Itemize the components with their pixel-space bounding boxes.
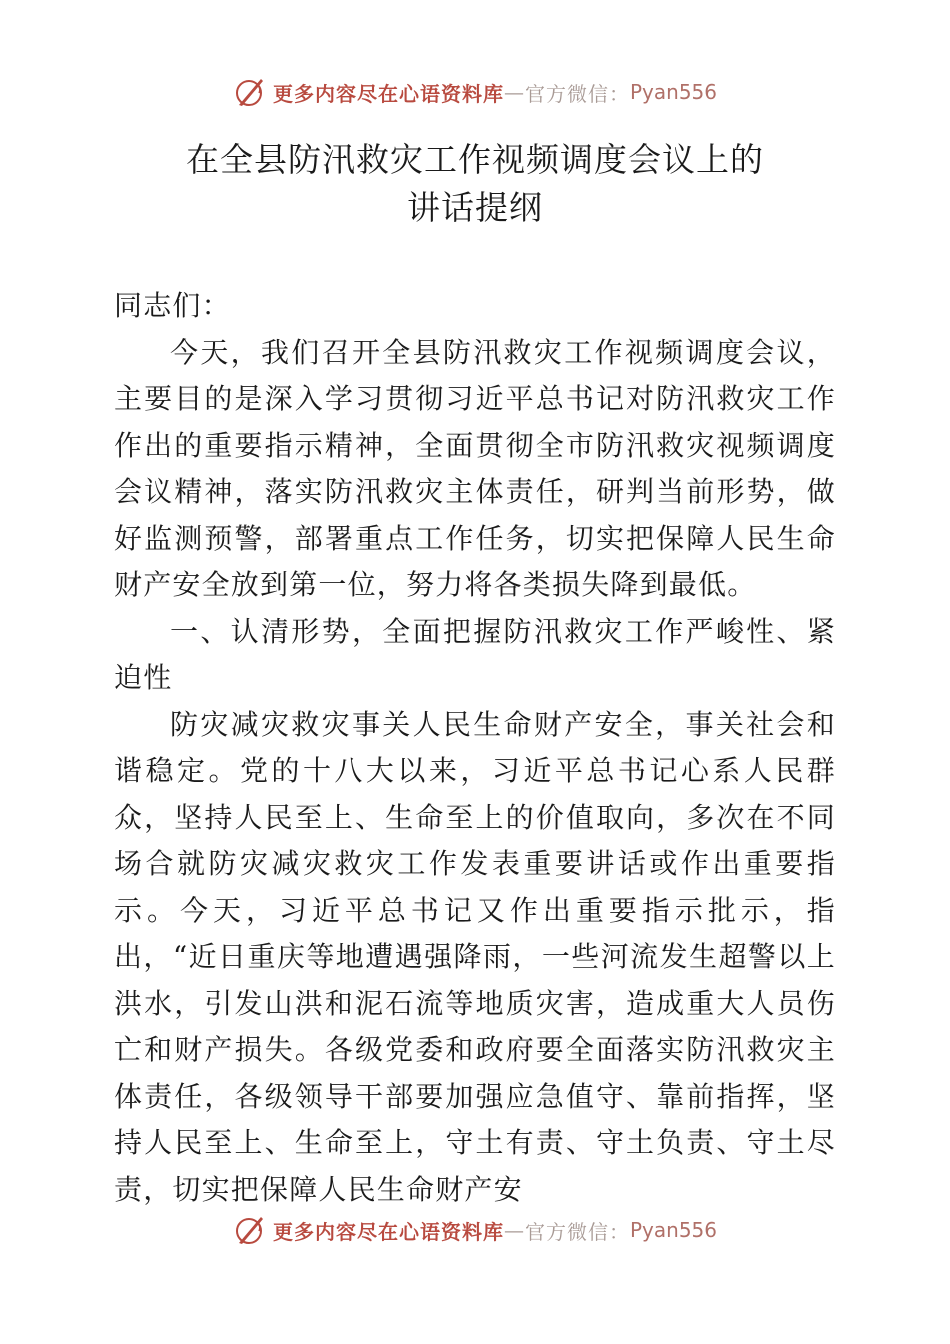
section-heading-1: 一、认清形势，全面把握防汛救灾工作严峻性、紧迫性 <box>114 614 836 694</box>
header-watermark <box>0 70 950 114</box>
title-line-1: 在全县防汛救灾工作视频调度会议上的 <box>186 140 764 179</box>
quill-pen-logo-icon <box>233 1213 267 1247</box>
watermark-brand-text: 更多内容尽在心语资料库 <box>272 1219 504 1244</box>
watermark-wechat-label: 官方微信： <box>524 81 630 106</box>
title-line-2: 讲话提纲 <box>407 188 543 227</box>
paragraph-section-1: 防灾减灾救灾事关人民生命财产安全，事关社会和谐稳定。党的十八大以来，习近平总书记心系人民群众，坚持人民至上、生命至上的价值取向，多次在不同场合就防灾减灾救灾工作发表重要讲话或作出重要指示。今天，习近平总书记又作出重要指示批示，指出，“近日重庆等地遭遇强降雨，一些河流发生超警以上洪水，引发山洪和泥石流等地质灾害，造成重大人员伤亡和财产损失。各级党委和政府要全面落实防汛救灾主体责任，各级领导干部要加强应急值守、靠前指挥，坚持人民至上、生命至上，守土有责、守土负责、守土尽责，切实把保障人民生命财产安 <box>114 707 836 1206</box>
salutation: 同志们： <box>114 289 231 322</box>
watermark-dash: — <box>503 1218 525 1242</box>
document-body <box>114 283 836 1213</box>
watermark-brand-text: 更多内容尽在心语资料库 <box>272 81 504 106</box>
paragraph-intro: 今天，我们召开全县防汛救灾工作视频调度会议，主要目的是深入学习贯彻习近平总书记对防汛救灾工作作出的重要指示精神，全面贯彻全市防汛救灾视频调度会议精神，落实防汛救灾主体责任，研判当前形势，做好监测预警，部署重点工作任务，切实把保障人民生命财产安全放到第一位，努力将各类损失降到最低。 <box>114 335 836 601</box>
watermark-dash: — <box>503 80 525 104</box>
watermark-wechat-id: Pyan556 <box>629 80 717 104</box>
footer-watermark <box>0 1208 950 1252</box>
watermark-wechat-label: 官方微信： <box>524 1219 630 1244</box>
watermark-wechat-id: Pyan556 <box>629 1218 717 1242</box>
quill-pen-logo-icon <box>233 75 267 109</box>
document-title <box>0 136 950 232</box>
